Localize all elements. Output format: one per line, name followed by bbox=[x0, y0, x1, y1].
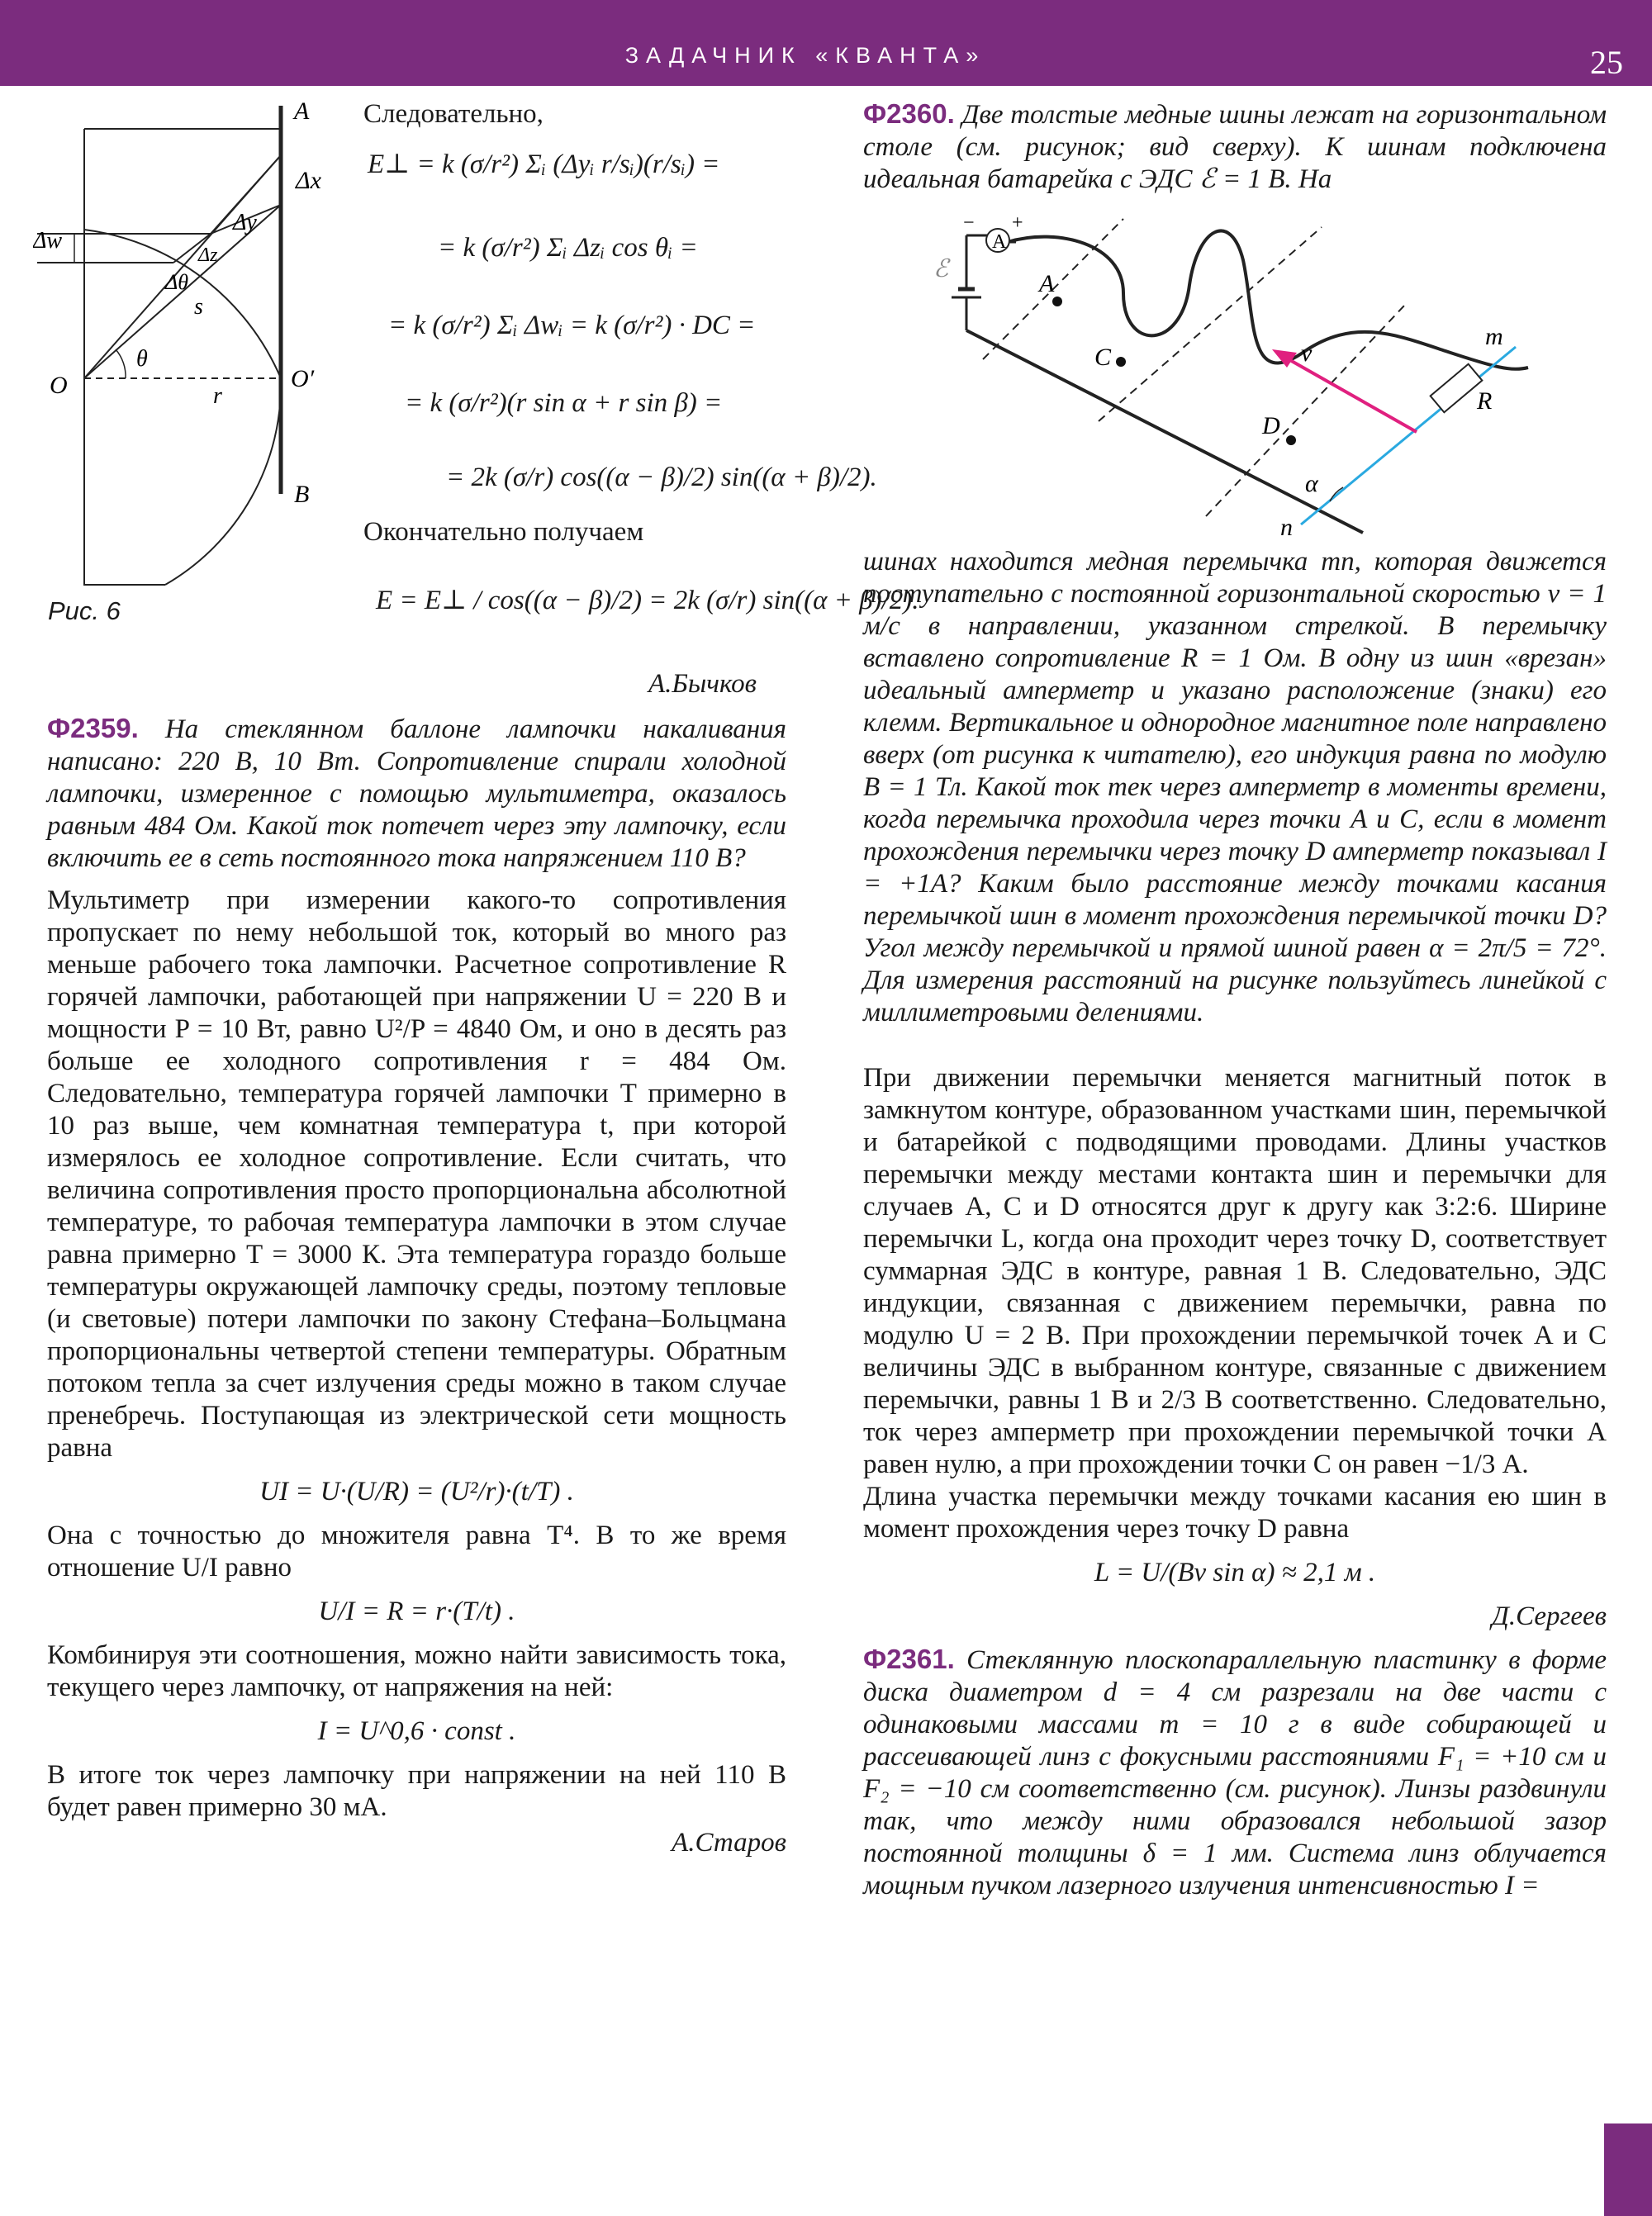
equation-5: = 2k (σ/r) cos((α − β)/2) sin((α + β)/2). bbox=[446, 463, 877, 492]
label-A: A bbox=[1039, 270, 1055, 297]
final-intro: Окончательно получаем bbox=[363, 517, 644, 547]
problem-id: Ф2361. bbox=[863, 1644, 955, 1674]
page-corner-mark bbox=[1604, 2123, 1652, 2216]
right-column-bottom bbox=[863, 546, 1607, 1902]
author-starov: А.Старов bbox=[672, 1828, 786, 1858]
equation-2: = k (σ/r²) Σᵢ Δzᵢ cos θᵢ = bbox=[438, 233, 698, 263]
solution-paragraph: Длина участка перемычки между точками касания ею шин в момент прохождения через точку D равна bbox=[863, 1482, 1607, 1544]
equation-ratio: U/I = R = r·(T/t) . bbox=[318, 1597, 515, 1626]
problem-f2359 bbox=[47, 712, 786, 875]
solution-paragraph: Комбинируя эти соотношения, можно найти зависимость тока, текущего через лампочку, от напряжения на ней: bbox=[47, 1640, 786, 1702]
solution-paragraph: Она с точностью до множителя равна T⁴. В то же время отношение U/I равно bbox=[47, 1521, 786, 1583]
fig6-label-B: B bbox=[294, 481, 310, 508]
fig6-label-dw: Δw bbox=[33, 228, 63, 254]
journal-section-title: ЗАДАЧНИК «КВАНТА» bbox=[624, 43, 986, 68]
point-C bbox=[1116, 357, 1126, 367]
fig6-label-O-prime: O′ bbox=[291, 365, 315, 392]
fig6-label-dz: Δz bbox=[198, 244, 218, 266]
problem-f2360 bbox=[863, 97, 1607, 196]
fig6-label-O: O bbox=[50, 372, 68, 399]
fig6-label-s: s bbox=[194, 294, 203, 320]
page-header bbox=[0, 0, 1652, 86]
figure-6-caption: Рис. 6 bbox=[48, 596, 121, 625]
ammeter-minus: − bbox=[963, 212, 975, 234]
problem-text: Стеклянную плоскопараллельную пластинку в форме диска диаметром d = 4 см разрезали на две части с одинаковыми массами m = 10 г в виде собирающей и рассеивающей линз с фокусными расстояниями F₁ = +10 см и F₂ = −10 см соответственно (см. рисунок). Линзы раздвинули так, что между ними образовался небольшой зазор постоянной толщины δ = 1 мм. Система линз облучается мощным пучком лазерного излучения интенсивностью I = bbox=[863, 1645, 1607, 1900]
problem-id: Ф2359. bbox=[47, 713, 139, 743]
emf-label: ℰ bbox=[933, 255, 949, 282]
solution-paragraph: В итоге ток через лампочку при напряжении на ней 110 В будет равен примерно 30 мА. bbox=[47, 1760, 786, 1822]
label-C: C bbox=[1094, 344, 1112, 371]
ammeter-label: A bbox=[992, 231, 1007, 253]
equation-L: L = U/(Bv sin α) ≈ 2,1 м . bbox=[1094, 1558, 1376, 1587]
fig6-label-dtheta: Δθ bbox=[165, 270, 189, 294]
label-alpha: α bbox=[1305, 470, 1318, 497]
label-n: n bbox=[1280, 514, 1293, 541]
fig6-label-r: r bbox=[213, 383, 222, 409]
point-D bbox=[1286, 435, 1296, 445]
fig6-label-dy: Δy bbox=[233, 210, 257, 235]
point-A bbox=[1052, 297, 1062, 306]
label-m: m bbox=[1485, 323, 1503, 350]
equation-current: I = U^0,6 · const . bbox=[317, 1716, 516, 1746]
equation-4: = k (σ/r²)(r sin α + r sin β) = bbox=[405, 388, 723, 418]
problem-text: На стеклянном баллоне лампочки накаливания написано: 220 В, 10 Вт. Сопротивление спирали холодной лампочки, измеренное с помощью мультиметра, оказалось равным 484 Ом. Какой ток потечет через эту лампочку, если включить ее в сеть постоянного тока напряжением 110 В? bbox=[47, 714, 786, 873]
solution-paragraph: Мультиметр при измерении какого-то сопротивления пропускает по нему небольшой ток, который во много раз меньше рабочего тока лампочки. Расчетное сопротивление R горячей лампочки, работающей при напряжении U = 220 В и мощности P = 10 Вт, равно U²/P = 4840 Ом, и оно в десять раз больше ее холодного сопротивления r = 484 Ом. Следовательно, температура горячей лампочки T примерно в 10 раз выше, чем комнатная температура t, при которой измерялось ее холодное сопротивление. Если считать, что величина сопротивления просто пропорциональна абсолютной температуре, то рабочая температура лампочки в этом случае равна примерно T = 3000 К. Эта температура гораздо больше температуры окружающей лампочку среды, поэтому тепловые (и световые) потери лампочки по закону Стефана–Больцмана пропорциональны четвертой степени температуры. Обратным потоком тепла за счет излучения среды можно в таком случае пренебречь. Поступающая из электрической сети мощность равна bbox=[47, 885, 786, 1463]
equation-3: = k (σ/r²) Σᵢ Δwᵢ = k (σ/r²) · DC = bbox=[388, 311, 756, 340]
equation-power: UI = U·(U/R) = (U²/r)·(t/T) . bbox=[259, 1477, 574, 1507]
problem-f2360-continued: шинах находится медная перемычка mn, которая движется поступательно с постоянной горизонтальной скоростью v = 1 м/с в направлении, указанном стрелкой. В перемычку вставлено сопротивление R = 1 Ом. В одну из шин «врезан» идеальный амперметр и указано расположение (знаки) его клемм. Вертикальное и однородное магнитное поле направлено вверх (от рисунка к читателю), его индукция равна по модулю B = 1 Тл. Какой ток тек через амперметр в моменты времени, когда перемычка проходила через точки A и C, если в момент прохождения перемычки через точку D амперметр показывал I = +1A? Каким было расстояние между точками касания перемычкой шин в момент прохождения перемычкой точки D? Угол между перемычкой и прямой шиной равен α = 2π/5 = 72°. Для измерения расстояний на рисунке пользуйтесь линейкой с миллиметровыми делениями. bbox=[863, 547, 1607, 1027]
right-column-top bbox=[863, 97, 1607, 196]
figure-6 bbox=[33, 97, 355, 610]
solution-paragraph: При движении перемычки меняется магнитный поток в замкнутом контуре, образованном участками шин, перемычкой и батарейкой с подводящими проводами. Длины участков перемычки между местами контакта шин и перемычки для случаев A, C и D относятся друг к другу как 3:2:6. Ширине перемычки L, когда она проходит через точку D, соответствует суммарная ЭДС в контуре, равная 1 В. Следовательно, ЭДС индукции, связанная с движением перемычки, равна по модулю U = 2 В. При прохождении перемычкой точек A и C величины ЭДС в выбранном контуре, связанные с движением перемычки, равны 1 В и 2/3 В соответственно. Следовательно, ток через амперметр при прохождении перемычкой точки A равен нулю, а при прохождении точки C он равен −1/3 А. bbox=[863, 1063, 1607, 1479]
fig6-label-dx: Δx bbox=[296, 167, 321, 194]
label-R: R bbox=[1477, 387, 1493, 415]
fig6-label-A: A bbox=[294, 97, 310, 125]
label-D: D bbox=[1262, 412, 1280, 439]
ammeter-plus: + bbox=[1012, 212, 1023, 234]
problem-text: Две толстые медные шины лежат на горизонтальном столе (см. рисунок; вид сверху). К шинам подключена идеальная батарейка с ЭДС ℰ = 1 В. На bbox=[863, 100, 1607, 194]
problem-f2361 bbox=[863, 1643, 1607, 1902]
left-column bbox=[47, 712, 786, 1869]
problem-id: Ф2360. bbox=[863, 98, 955, 129]
equation-1: E⊥ = k (σ/r²) Σᵢ (Δyᵢ r/sᵢ)(r/sᵢ) = bbox=[368, 149, 720, 179]
fig6-label-theta: θ bbox=[136, 346, 148, 372]
final-equation: E = E⊥ / cos((α − β)/2) = 2k (σ/r) sin((α + β)/2). bbox=[376, 586, 919, 615]
author-bychkov: А.Бычков bbox=[648, 669, 757, 699]
solution-intro: Следовательно, bbox=[363, 99, 544, 129]
figure-f2360 bbox=[933, 211, 1561, 541]
author-sergeev: Д.Сергеев bbox=[1491, 1601, 1607, 1631]
page-number: 25 bbox=[1590, 44, 1623, 81]
label-v: v bbox=[1301, 339, 1313, 367]
